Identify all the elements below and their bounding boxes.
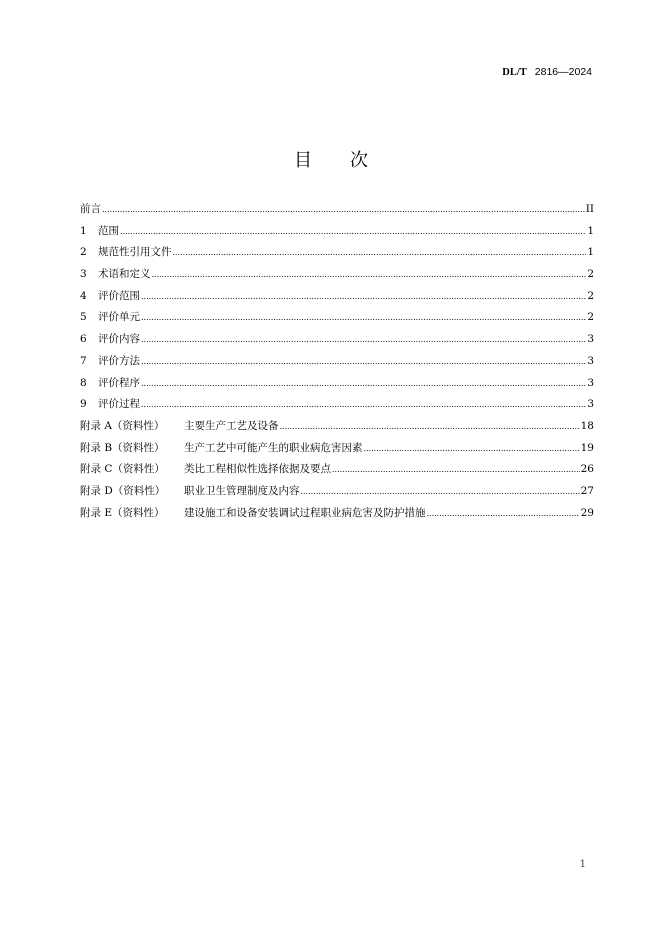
toc-entry-page: 2 [587,311,594,324]
toc-entry-page: 29 [580,506,594,519]
dot-leader [280,416,580,438]
toc-entry-number: 8 [80,376,87,389]
dot-leader [141,351,586,373]
toc-entry-title: 规范性引用文件 [98,246,172,259]
toc-entry-page: 27 [580,484,594,497]
toc-entry-appendix-e[interactable] [80,503,594,525]
title-char-2: 次 [350,150,368,171]
dot-leader [141,329,586,351]
toc-entry-3[interactable] [80,264,594,286]
toc-entry-page: 3 [587,376,594,389]
dot-leader [141,394,586,416]
toc-appendix-label: 附录 A（资料性） [80,419,165,432]
standard-prefix: DL/T [502,67,527,78]
toc-entry-title: 术语和定义 [98,268,151,281]
toc-entry-number: 5 [80,311,87,324]
toc-entry-page: 1 [587,224,594,237]
toc-entry-title: 前言 [80,203,101,215]
toc-appendix-label: 附录 E（资料性） [80,506,165,519]
toc-entry-title: 职业卫生管理制度及内容 [184,484,300,497]
toc-entry-title: 生产工艺中可能产生的职业病危害因素 [184,441,363,454]
page-title [0,146,662,172]
toc-entry-title: 评价单元 [98,311,140,324]
page-number: 1 [579,859,586,870]
toc-entry-appendix-a[interactable] [80,416,594,438]
toc-entry-number: 9 [80,398,87,411]
toc-entry-appendix-c[interactable] [80,459,594,481]
standard-code [502,66,592,78]
toc-entry-title: 主要生产工艺及设备 [184,419,279,432]
dot-leader [173,242,587,264]
title-char-1: 目 [294,150,312,171]
toc-entry-1[interactable] [80,221,594,243]
dot-leader [301,481,580,503]
toc-entry-title: 评价范围 [98,289,140,302]
dot-leader [152,264,587,286]
toc-entry-page: 3 [587,398,594,411]
toc-entry-9[interactable] [80,394,594,416]
toc-appendix-label: 附录 B（资料性） [80,441,165,454]
table-of-contents [80,199,594,524]
toc-appendix-label: 附录 C（资料性） [80,463,165,476]
dot-leader [427,503,580,525]
toc-appendix-label: 附录 D（资料性） [80,484,166,497]
toc-entry-page: II [585,203,594,215]
toc-entry-4[interactable] [80,286,594,308]
toc-entry-6[interactable] [80,329,594,351]
toc-entry-appendix-b[interactable] [80,438,594,460]
toc-entry-title: 建设施工和设备安装调试过程职业病危害及防护措施 [184,506,426,519]
dot-leader [364,438,580,460]
toc-entry-title: 评价程序 [98,376,140,389]
dot-leader [102,199,585,221]
toc-entry-page: 2 [587,268,594,281]
toc-entry-5[interactable] [80,307,594,329]
dot-leader [141,373,586,395]
dot-leader [120,221,586,243]
standard-number: 2816—2024 [534,66,592,78]
toc-entry-number: 7 [80,354,87,367]
toc-entry-8[interactable] [80,373,594,395]
toc-entry-number: 3 [80,268,87,281]
dot-leader [141,286,586,308]
toc-entry-foreword[interactable] [80,199,594,221]
dot-leader [332,459,580,481]
toc-entry-page: 26 [580,463,594,476]
toc-entry-page: 3 [587,333,594,346]
toc-entry-title: 类比工程相似性选择依据及要点 [184,463,331,476]
dot-leader [141,307,586,329]
toc-entry-7[interactable] [80,351,594,373]
toc-entry-number: 1 [80,224,87,237]
toc-entry-title: 评价过程 [98,398,140,411]
toc-entry-number: 6 [80,333,87,346]
toc-entry-page: 1 [587,246,594,259]
toc-entry-title: 评价方法 [98,354,140,367]
toc-entry-page: 2 [587,289,594,302]
toc-entry-title: 范围 [98,224,119,237]
toc-entry-2[interactable] [80,242,594,264]
toc-entry-appendix-d[interactable] [80,481,594,503]
toc-entry-page: 3 [587,354,594,367]
toc-entry-page: 19 [580,441,594,454]
toc-entry-number: 2 [80,246,87,259]
toc-entry-page: 18 [580,419,594,432]
toc-entry-title: 评价内容 [98,333,140,346]
toc-entry-number: 4 [80,289,87,302]
